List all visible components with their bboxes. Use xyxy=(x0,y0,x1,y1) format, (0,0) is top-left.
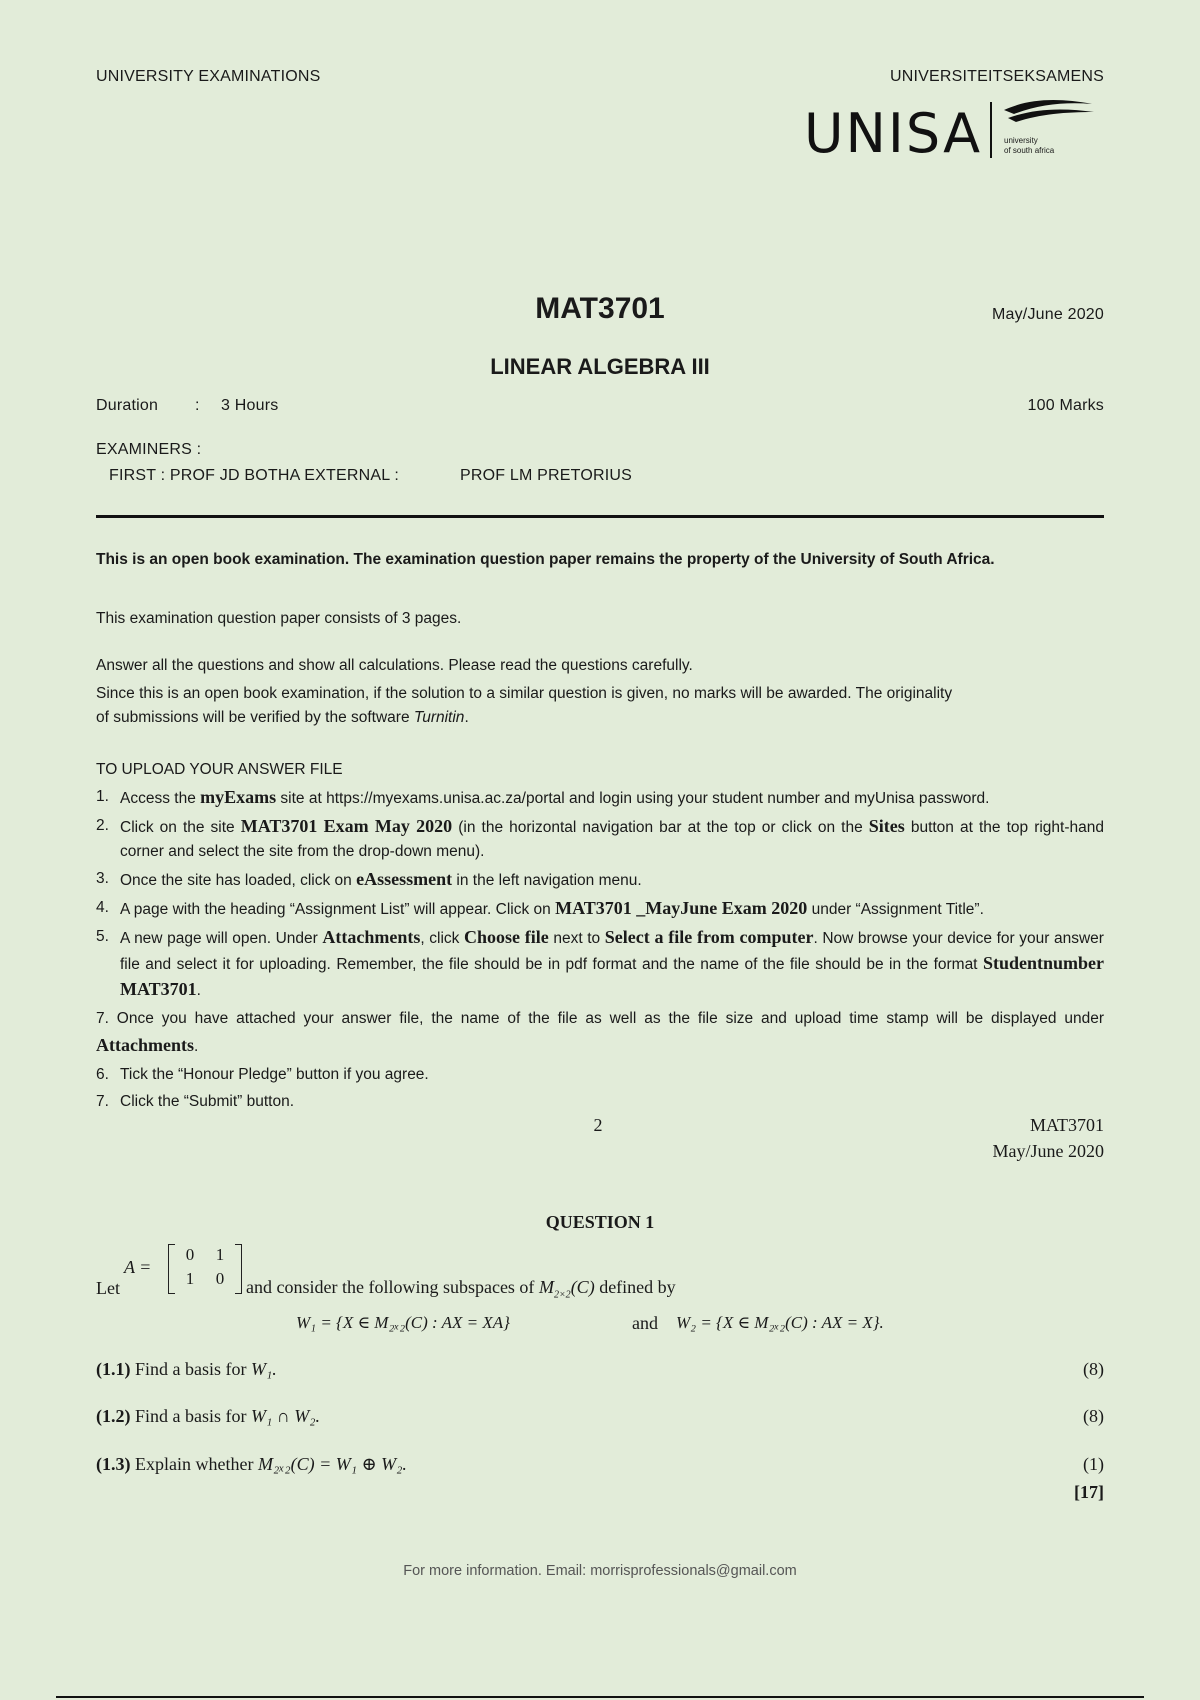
step-text: Click the “Submit” button. xyxy=(120,1093,295,1110)
question-intro xyxy=(246,1277,676,1301)
part-label: (1.2) xyxy=(96,1406,131,1426)
matrix-entry: 1 xyxy=(215,1245,225,1264)
part-label: (1.1) xyxy=(96,1359,131,1379)
question-part-1-1 xyxy=(96,1359,277,1380)
footer-info: For more information. Email: morrisprofessionals@gmail.com xyxy=(403,1563,797,1579)
course-title: LINEAR ALGEBRA III xyxy=(490,354,710,379)
unisa-logo xyxy=(804,96,1104,166)
examiners-label: EXAMINERS : xyxy=(96,441,202,458)
step-bold: Choose file xyxy=(464,927,549,947)
step-bold: Attachments xyxy=(96,1035,194,1055)
question-let: Let xyxy=(96,1278,120,1298)
part-label: (1.3) xyxy=(96,1454,131,1474)
part-text: Find a basis for xyxy=(135,1359,251,1379)
question-heading: QUESTION 1 xyxy=(545,1212,655,1232)
matrix-left-bracket xyxy=(168,1244,175,1294)
step-text: in the left navigation menu. xyxy=(452,872,642,889)
step-text: Once the site has loaded, click on xyxy=(120,872,357,889)
page-number: 2 xyxy=(593,1115,603,1135)
originality-line-1: Since this is an open book examination, if the solution to a similar question is given, no marks will be awarded. The originality xyxy=(96,685,953,702)
upload-step-5 xyxy=(96,925,1104,1003)
step-bold: Sites xyxy=(868,816,905,836)
turnitin-name: Turnitin xyxy=(413,709,465,726)
step-bold: Attachments xyxy=(322,927,421,947)
total-marks: 100 Marks xyxy=(1027,397,1104,414)
part-1-2-marks: (8) xyxy=(1083,1406,1104,1426)
answer-all-notice: Answer all the questions and show all calculations. Please read the questions carefully. xyxy=(96,657,693,674)
step-text: Click on the site xyxy=(120,819,241,836)
matrix-entry: 0 xyxy=(185,1245,195,1264)
step-text: . Now browse your device for your answer file and select it for uploading. Remember, the file should be in pdf format and the name of the file should be in the format xyxy=(120,930,1104,973)
question-total: [17] xyxy=(1074,1482,1104,1502)
header-rule xyxy=(96,515,1104,518)
step-number: 7. xyxy=(96,1093,109,1110)
exam-session: May/June 2020 xyxy=(991,306,1104,323)
step-bold: Studentnumber MAT3701 xyxy=(120,953,1104,999)
upload-heading: TO UPLOAD YOUR ANSWER FILE xyxy=(96,761,343,778)
header-left: UNIVERSITY EXAMINATIONS xyxy=(96,68,321,85)
part-math: W₁. xyxy=(251,1359,277,1379)
upload-step-6 xyxy=(96,1063,1104,1087)
duration-value: 3 Hours xyxy=(221,397,279,414)
matrix-entries xyxy=(175,1245,235,1293)
upload-step-2 xyxy=(96,814,1104,864)
step-text: Tick the “Honour Pledge” button if you agree. xyxy=(120,1066,429,1083)
examiners-first: FIRST : PROF JD BOTHA EXTERNAL : xyxy=(109,467,400,484)
space-symbol: M xyxy=(538,1277,554,1297)
pages-notice: This examination question paper consists of 3 pages. xyxy=(96,610,462,627)
logo-sub-line-1: university xyxy=(1004,136,1038,145)
step-number: 2. xyxy=(96,817,109,834)
defined-by-text: defined by xyxy=(599,1277,676,1297)
and-text: and xyxy=(632,1313,658,1333)
logo-divider xyxy=(990,102,992,158)
upload-step-4 xyxy=(96,896,1104,922)
step-bold: myExams xyxy=(200,787,277,807)
step-bold: MAT3701 _MayJune Exam 2020 xyxy=(555,898,808,918)
logo-subtitle xyxy=(1004,136,1054,156)
logo-sub-line-2: of south africa xyxy=(1004,146,1055,155)
w1-definition: W₁ = {X ∈ M₂ₓ₂(C) : AX = XA} xyxy=(296,1313,510,1332)
step-text: site at https://myexams.unisa.ac.za/portal and login using your student number and myUnisa password. xyxy=(276,790,990,807)
logo-wordmark: UNISA xyxy=(804,102,983,165)
step-text: Access the xyxy=(120,790,201,807)
step-text: A new page will open. Under xyxy=(120,930,323,947)
footer-rule xyxy=(56,1696,1144,1698)
intro-text: and consider the following subspaces of xyxy=(246,1277,535,1297)
matrix-right-bracket xyxy=(235,1244,242,1294)
step-text: next to xyxy=(548,930,605,947)
open-book-notice: This is an open book examination. The examination question paper remains the property of the University of South Africa. xyxy=(96,551,995,568)
matrix-label: A = xyxy=(124,1257,152,1277)
duration-sep: : xyxy=(195,397,200,414)
step-text: 7. Once you have attached your answer file, the name of the file as well as the file size and upload time stamp will be displayed under xyxy=(96,1010,1104,1027)
step-number: 4. xyxy=(96,899,109,916)
step-bold: Select a file from computer xyxy=(604,927,814,947)
part-text: Find a basis for xyxy=(135,1406,251,1426)
part-text: Explain whether xyxy=(135,1454,258,1474)
step-number: 6. xyxy=(96,1066,109,1083)
upload-step-7 xyxy=(96,1090,1104,1114)
originality-line-2 xyxy=(96,706,469,730)
step-number: 5. xyxy=(96,928,109,945)
part-math: M₂ₓ₂(C) = W₁ ⊕ W₂. xyxy=(257,1454,407,1474)
examiners-external: PROF LM PRETORIUS xyxy=(460,467,633,484)
step-text: , click xyxy=(420,930,465,947)
step-text: . xyxy=(196,982,201,999)
step-bold: eAssessment xyxy=(356,869,453,889)
upload-steps xyxy=(96,785,1104,1117)
originality-end: . xyxy=(464,709,469,726)
question-part-1-2 xyxy=(96,1406,320,1427)
step-bold: MAT3701 Exam May 2020 xyxy=(240,816,453,836)
field-symbol: (C) xyxy=(570,1277,595,1297)
page2-session: May/June 2020 xyxy=(992,1141,1104,1161)
upload-step-7a xyxy=(96,1006,1104,1060)
step-text: . xyxy=(193,1038,199,1055)
part-1-3-marks: (1) xyxy=(1083,1454,1104,1474)
matrix-entry: 0 xyxy=(215,1269,225,1288)
upload-step-1 xyxy=(96,785,1104,811)
duration-label: Duration xyxy=(96,397,159,414)
w2-definition: W₂ = {X ∈ M₂ₓ₂(C) : AX = X}. xyxy=(676,1313,884,1332)
step-text: button at the top right-hand corner and select the site from the drop-down menu). xyxy=(120,819,1104,860)
logo-swoosh-icon xyxy=(1000,96,1100,136)
step-text: A page with the heading “Assignment List” will appear. Click on xyxy=(120,901,556,918)
upload-step-3 xyxy=(96,867,1104,893)
matrix-A xyxy=(168,1244,242,1296)
question-part-1-3 xyxy=(96,1454,407,1475)
part-math: W₁ ∩ W₂. xyxy=(251,1406,321,1426)
step-number: 1. xyxy=(96,788,109,805)
matrix-entry: 1 xyxy=(185,1269,195,1288)
space-subscript: 2×2 xyxy=(553,1289,571,1301)
part-1-1-marks: (8) xyxy=(1083,1359,1104,1379)
course-code: MAT3701 xyxy=(535,292,665,325)
step-number: 3. xyxy=(96,870,109,887)
header-right: UNIVERSITEITSEKSAMENS xyxy=(889,68,1104,85)
originality-text: of submissions will be verified by the software xyxy=(96,709,414,726)
step-text: under “Assignment Title”. xyxy=(807,901,984,918)
page2-code: MAT3701 xyxy=(1029,1115,1104,1135)
step-text: (in the horizontal navigation bar at the top or click on the xyxy=(452,819,869,836)
